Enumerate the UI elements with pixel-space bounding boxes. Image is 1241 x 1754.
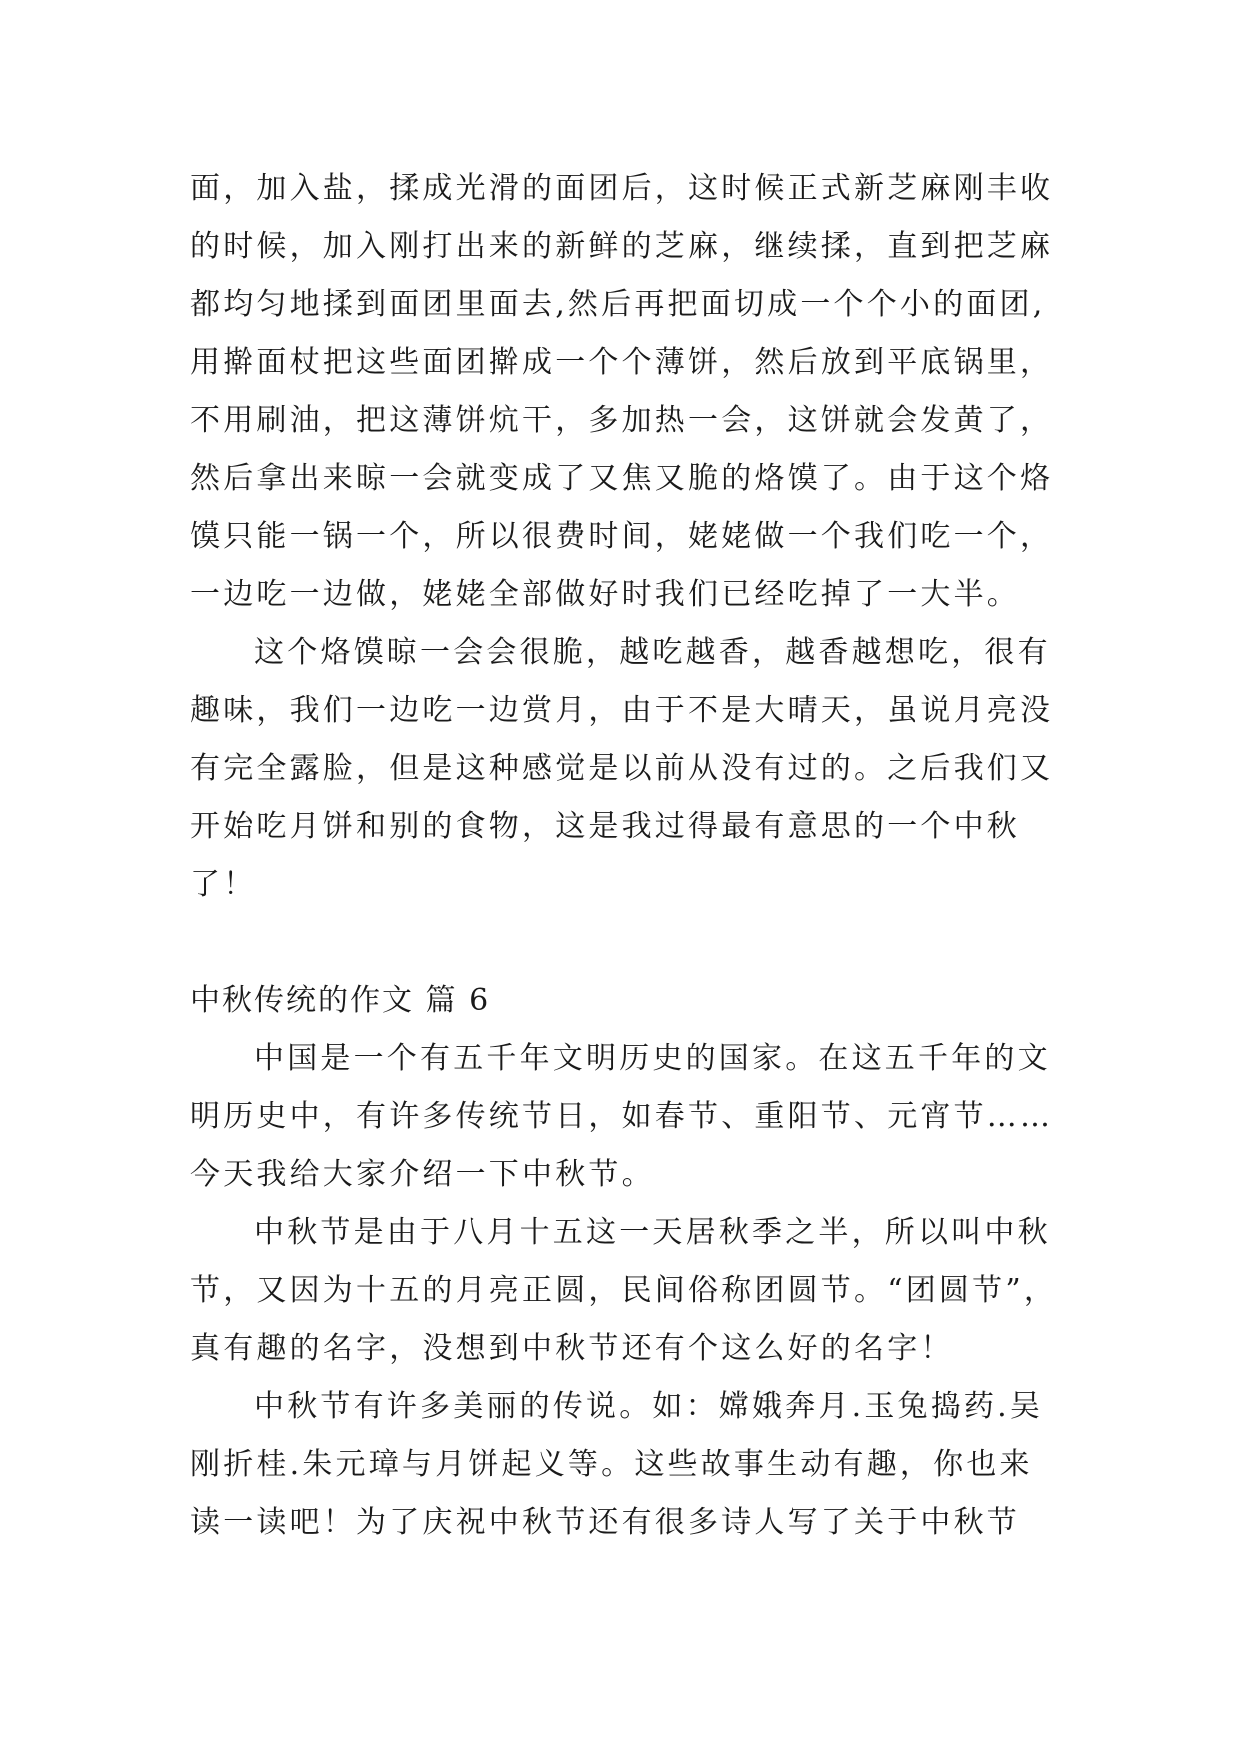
text-line: 明历史中，有许多传统节日，如春节、重阳节、元宵节…… [190,1099,1054,1134]
paragraph-ending [190,624,1070,914]
paragraph-origin [190,1204,1070,1378]
text-line: 了！ [190,867,257,902]
text-line: 不用刷油，把这薄饼炕干，多加热一会，这饼就会发黄了， [190,403,1054,438]
paragraph-legends [190,1378,1070,1552]
text-line: 然后拿出来晾一会就变成了又焦又脆的烙馍了。由于这个烙 [190,461,1054,496]
text-line: 这个烙馍晾一会会很脆，越吃越香，越香越想吃，很有 [254,635,1051,670]
text-line: 中秋节有许多美丽的传说。如：嫦娥奔月.玉兔捣药.吴 [254,1389,1044,1424]
text-line: 馍只能一锅一个，所以很费时间，姥姥做一个我们吃一个， [190,519,1054,554]
text-line: 的时候，加入刚打出来的新鲜的芝麻，继续揉，直到把芝麻 [190,229,1054,264]
document-body [190,160,1070,1552]
text-line: 有完全露脸，但是这种感觉是以前从没有过的。之后我们又 [190,751,1054,786]
text-line: 用擀面杖把这些面团擀成一个个薄饼，然后放到平底锅里， [190,345,1054,380]
text-line: 刚折桂.朱元璋与月饼起义等。这些故事生动有趣，你也来 [190,1447,1033,1482]
paragraph-intro [190,1030,1070,1204]
text-line: 中秋节是由于八月十五这一天居秋季之半，所以叫中秋 [254,1215,1051,1250]
text-line: 中国是一个有五千年文明历史的国家。在这五千年的文 [254,1041,1051,1076]
paragraph-continued [190,160,1070,624]
text-line: 读一读吧！为了庆祝中秋节还有很多诗人写了关于中秋节 [190,1505,1020,1540]
blank-line [190,914,1070,972]
text-line: 今天我给大家介绍一下中秋节。 [190,1157,655,1192]
text-line: 趣味，我们一边吃一边赏月，由于不是大晴天，虽说月亮没 [190,693,1054,728]
text-line: 都均匀地揉到面团里面去,然后再把面切成一个个小的面团, [190,287,1046,322]
section-heading: 中秋传统的作文 篇 6 [190,983,491,1018]
text-line: 面，加入盐，揉成光滑的面团后，这时候正式新芝麻刚丰收 [190,171,1054,206]
text-line: 真有趣的名字，没想到中秋节还有个这么好的名字！ [190,1331,954,1366]
text-line: 一边吃一边做，姥姥全部做好时我们已经吃掉了一大半。 [190,577,1020,612]
text-line: 节，又因为十五的月亮正圆，民间俗称团圆节。“团圆节”， [190,1273,1058,1308]
text-line: 开始吃月饼和别的食物，这是我过得最有意思的一个中秋 [190,809,1020,844]
